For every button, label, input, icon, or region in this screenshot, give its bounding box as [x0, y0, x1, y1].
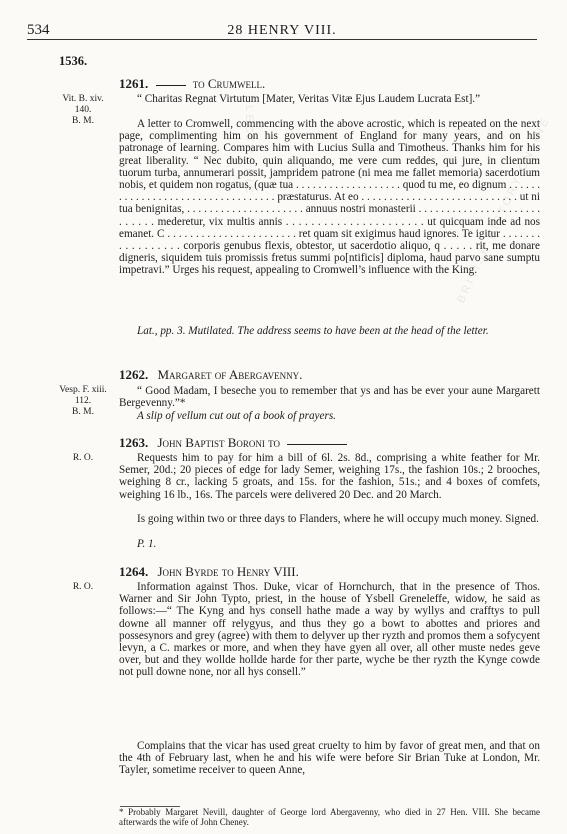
margin-reference-1264: R. O. — [72, 582, 94, 592]
footnote: * Probably Margaret Nevill, daughter of George lord Abergavenny, who died in 27 Hen. VIII. She became afterwards the wife of John Cheney. — [119, 807, 540, 827]
running-title: 28 HENRY VIII. — [227, 23, 337, 38]
entry-title: to Crumwell. — [192, 76, 266, 91]
entry-title: John Baptist Boroni to — [157, 435, 280, 450]
page-number: 534 — [27, 22, 50, 38]
margin-reference-1261: Vit. B. xiv. 140. B. M. — [62, 94, 104, 126]
acrostic-line: “ Charitas Regnat Virtutum [Mater, Veritas Vitæ Ejus Laudem Lucrata Est].” — [137, 93, 481, 105]
entry-heading-1264 — [119, 564, 299, 580]
entry-number: 1261. — [119, 76, 149, 91]
quotation: “ Good Madam, I beseche you to remember that ys and has be ever your aune Margarett Bergevenny.”* — [119, 385, 540, 410]
complaint-summary: Complains that the vicar has used great cruelty to him by favor of great men, and that on the 4th of February last, when he and his wife were before Sir Brian Tuke at London, Mr. Tayler, sometime receiver to queen Anne, — [119, 740, 540, 777]
entry-heading-1262 — [119, 367, 302, 383]
page-header — [27, 22, 537, 40]
entry-number: 1264. — [119, 564, 149, 579]
margin-reference-1262: Vesp. F. xiii. 112. B. M. — [59, 385, 107, 417]
entry-heading-1263 — [119, 435, 351, 451]
year-label: 1536. — [59, 54, 88, 68]
entry-title: John Byrde to Henry VIII. — [157, 564, 299, 579]
entry-heading-1261 — [119, 76, 265, 92]
margin-reference-1263: R. O. — [72, 453, 94, 463]
blank-rule — [287, 444, 347, 445]
entry-number: 1262. — [119, 367, 149, 382]
document-description: A slip of vellum cut out of a book of prayers. — [137, 410, 336, 422]
information-summary: Information against Thos. Duke, vicar of Hornchurch, that in the presence of Thos. Warner and Sir John Typto, priest, in the house of Ysbell Greneleffe, widow, he said as follows:—“ The Kyng and hys consell hathe made a way by wyllys and crafftys to pull downe all manner off relygyus, and thus they go a bowt to abottes and priores and possesynors and grey (agree) with them to delyver up ther ryzth and promos them a sofycyent levyn, a C. markes or more, and when they have gyen all over, all other muste nedes geve over, but and they wollde hollde harde for ther parte, wyche be ther ryzth the Kynge cowde not pull downe none, nor all hys consell.” — [119, 581, 540, 679]
watermark-left: ELECTRONIC — [243, 95, 255, 196]
watermark-right: BRITISH HISTORY ONLINE — [455, 114, 553, 306]
document-description: P. 1. — [137, 538, 157, 550]
entry-number: 1263. — [119, 435, 149, 450]
bill-summary: Requests him to pay for him a bill of 6l. 2s. 8d., comprising a white feather for Mr. Semer, 20d.; 20 pieces of edge for lady Semer, weighing 17s., the fashion 10s.; 2 brooches, weighing 8 cr., lacking 5 groats, and 15s. for the fashion, 51s.; and 4 boxes of comfets, weighing 16 lb., 16s. The parcels were delivered 20 Dec. and 20 March. — [119, 452, 540, 501]
document-description: Lat., pp. 3. Mutilated. The address seems to have been at the head of the letter. — [137, 325, 489, 337]
blank-rule — [156, 85, 186, 86]
entry-title: Margaret of Abergavenny. — [157, 367, 303, 382]
letter-summary: A letter to Cromwell, commencing with the above acrostic, which is repeated on the next page, complimenting him on his government of England for many years, and on his patronage of learning. Compares him with Lucius Sulla and Timotheus. Thanks him for his great liberality. “ Nec dubito, quin aliquando, me vere cum reddes, qui jure, in clientum tuorum turba, annumerari possit, jampridem patrone (ni mea me fallet memoria) sacerdotium nobis, et quidem non rogatus, (quæ tua . . . . . . . . . . . . . . . . . . . quod tu me, eo dignum . . . . . . . . . . . . . . . . . . . . . . . . . . . . . . . . . . præstaturus. At eo . . . . . . . . . . . . . . . . . . . . . . . . . . . . ut ni tua benignitas, . . . . . . . . . . . . . . . . . . . . . annuus nostri monasterii . . . . . . . . . . . . . . . . . . . . . . . . . . . . mederetur, vix multis annis . . . . . . . . . . . . . . . . . . . . . . ut quicquam inde ad nos emanet. C . . . . . . . . . . . . . . . . . . . . . . . ret quam sit exigimus haud ignores. Te igitur . . . . . . . . . . . . . . . . . corporis genubus flexis, obtestor, ut sacerdotio aliquo, q . . . . . rit, me donare digneris, siquidem tuis promissis fretus summi po[ntificis] diploma, haud parvo sane sumptu impetravi.” Urges his request, appealing to Cromwell’s influence with the King. — [119, 118, 540, 277]
travel-note: Is going within two or three days to Flanders, where he will occupy much money. Signed. — [137, 513, 539, 525]
